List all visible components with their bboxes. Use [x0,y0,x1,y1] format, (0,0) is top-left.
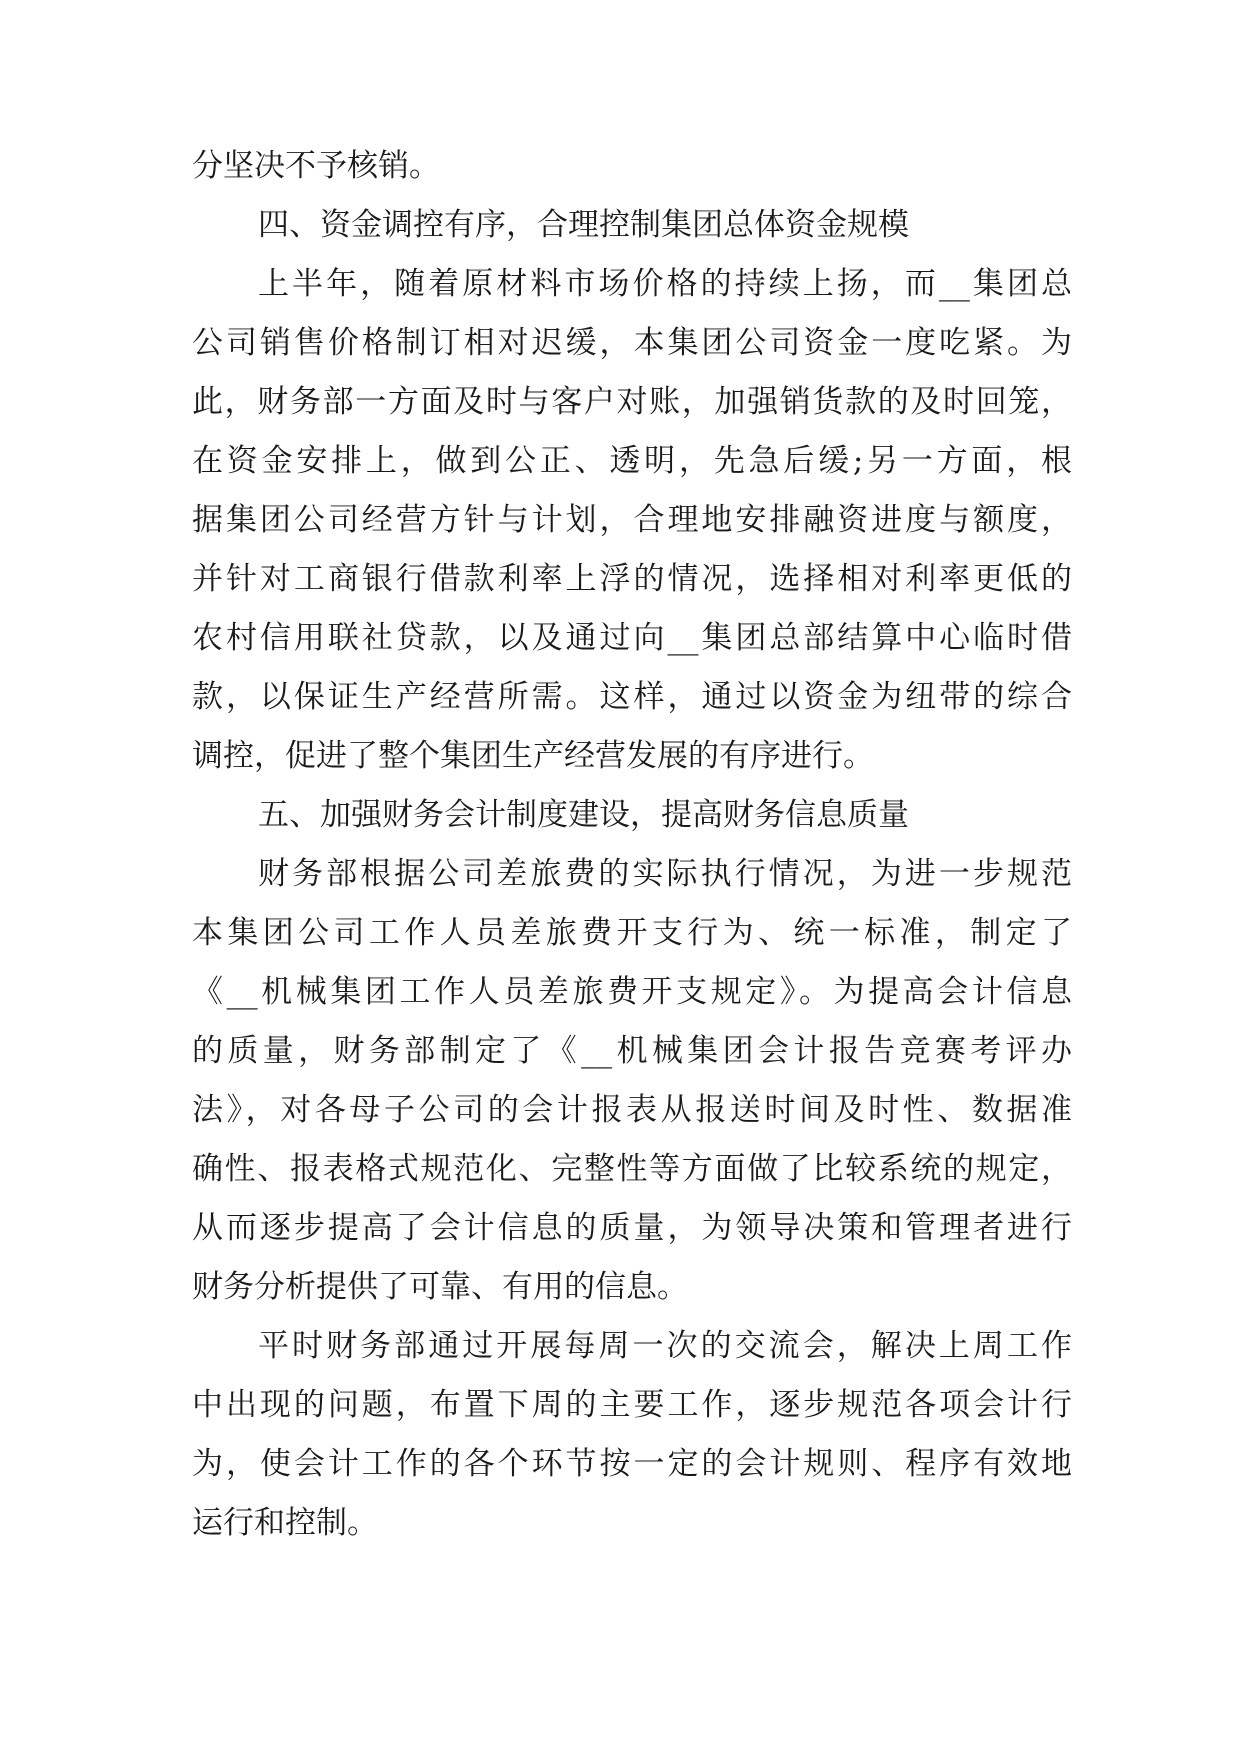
text-line: 据集团公司经营方针与计划，合理地安排融资进度与额度， [192,502,1072,538]
text-line: 此，财务部一方面及时与客户对账，加强销货款的及时回笼， [192,384,1072,420]
text-line: 公司销售价格制订相对迟缓，本集团公司资金一度吃紧。为 [192,325,1072,361]
text-line: 调控，促进了整个集团生产经营发展的有序进行。 [192,738,874,774]
text-line: 上半年，随着原材料市场价格的持续上扬，而__集团总 [258,266,1072,302]
text-line: 《__机械集团工作人员差旅费开支规定》。为提高会计信息 [192,974,1072,1010]
text-line: 的质量，财务部制定了《__机械集团会计报告竞赛考评办 [192,1033,1072,1069]
text-line: 分坚决不予核销。 [192,148,440,184]
text-line: 本集团公司工作人员差旅费开支行为、统一标准，制定了 [192,915,1072,951]
section-heading: 四、资金调控有序，合理控制集团总体资金规模 [258,207,909,243]
text-line: 确性、报表格式规范化、完整性等方面做了比较系统的规定， [192,1151,1072,1187]
text-line: 并针对工商银行借款利率上浮的情况，选择相对利率更低的 [192,561,1072,597]
text-line: 财务部根据公司差旅费的实际执行情况，为进一步规范 [258,856,1072,892]
text-line: 在资金安排上，做到公正、透明，先急后缓;另一方面，根 [192,443,1072,479]
text-line: 为，使会计工作的各个环节按一定的会计规则、程序有效地 [192,1446,1072,1482]
text-line: 中出现的问题，布置下周的主要工作，逐步规范各项会计行 [192,1387,1072,1423]
text-line: 法》，对各母子公司的会计报表从报送时间及时性、数据准 [192,1092,1072,1128]
text-line: 平时财务部通过开展每周一次的交流会，解决上周工作 [258,1328,1072,1364]
text-line: 农村信用联社贷款，以及通过向__集团总部结算中心临时借 [192,620,1072,656]
text-line: 运行和控制。 [192,1505,378,1541]
text-line: 从而逐步提高了会计信息的质量，为领导决策和管理者进行 [192,1210,1072,1246]
text-line: 款，以保证生产经营所需。这样，通过以资金为纽带的综合 [192,679,1072,715]
section-heading: 五、加强财务会计制度建设，提高财务信息质量 [258,797,909,833]
text-line: 财务分析提供了可靠、有用的信息。 [192,1269,688,1305]
